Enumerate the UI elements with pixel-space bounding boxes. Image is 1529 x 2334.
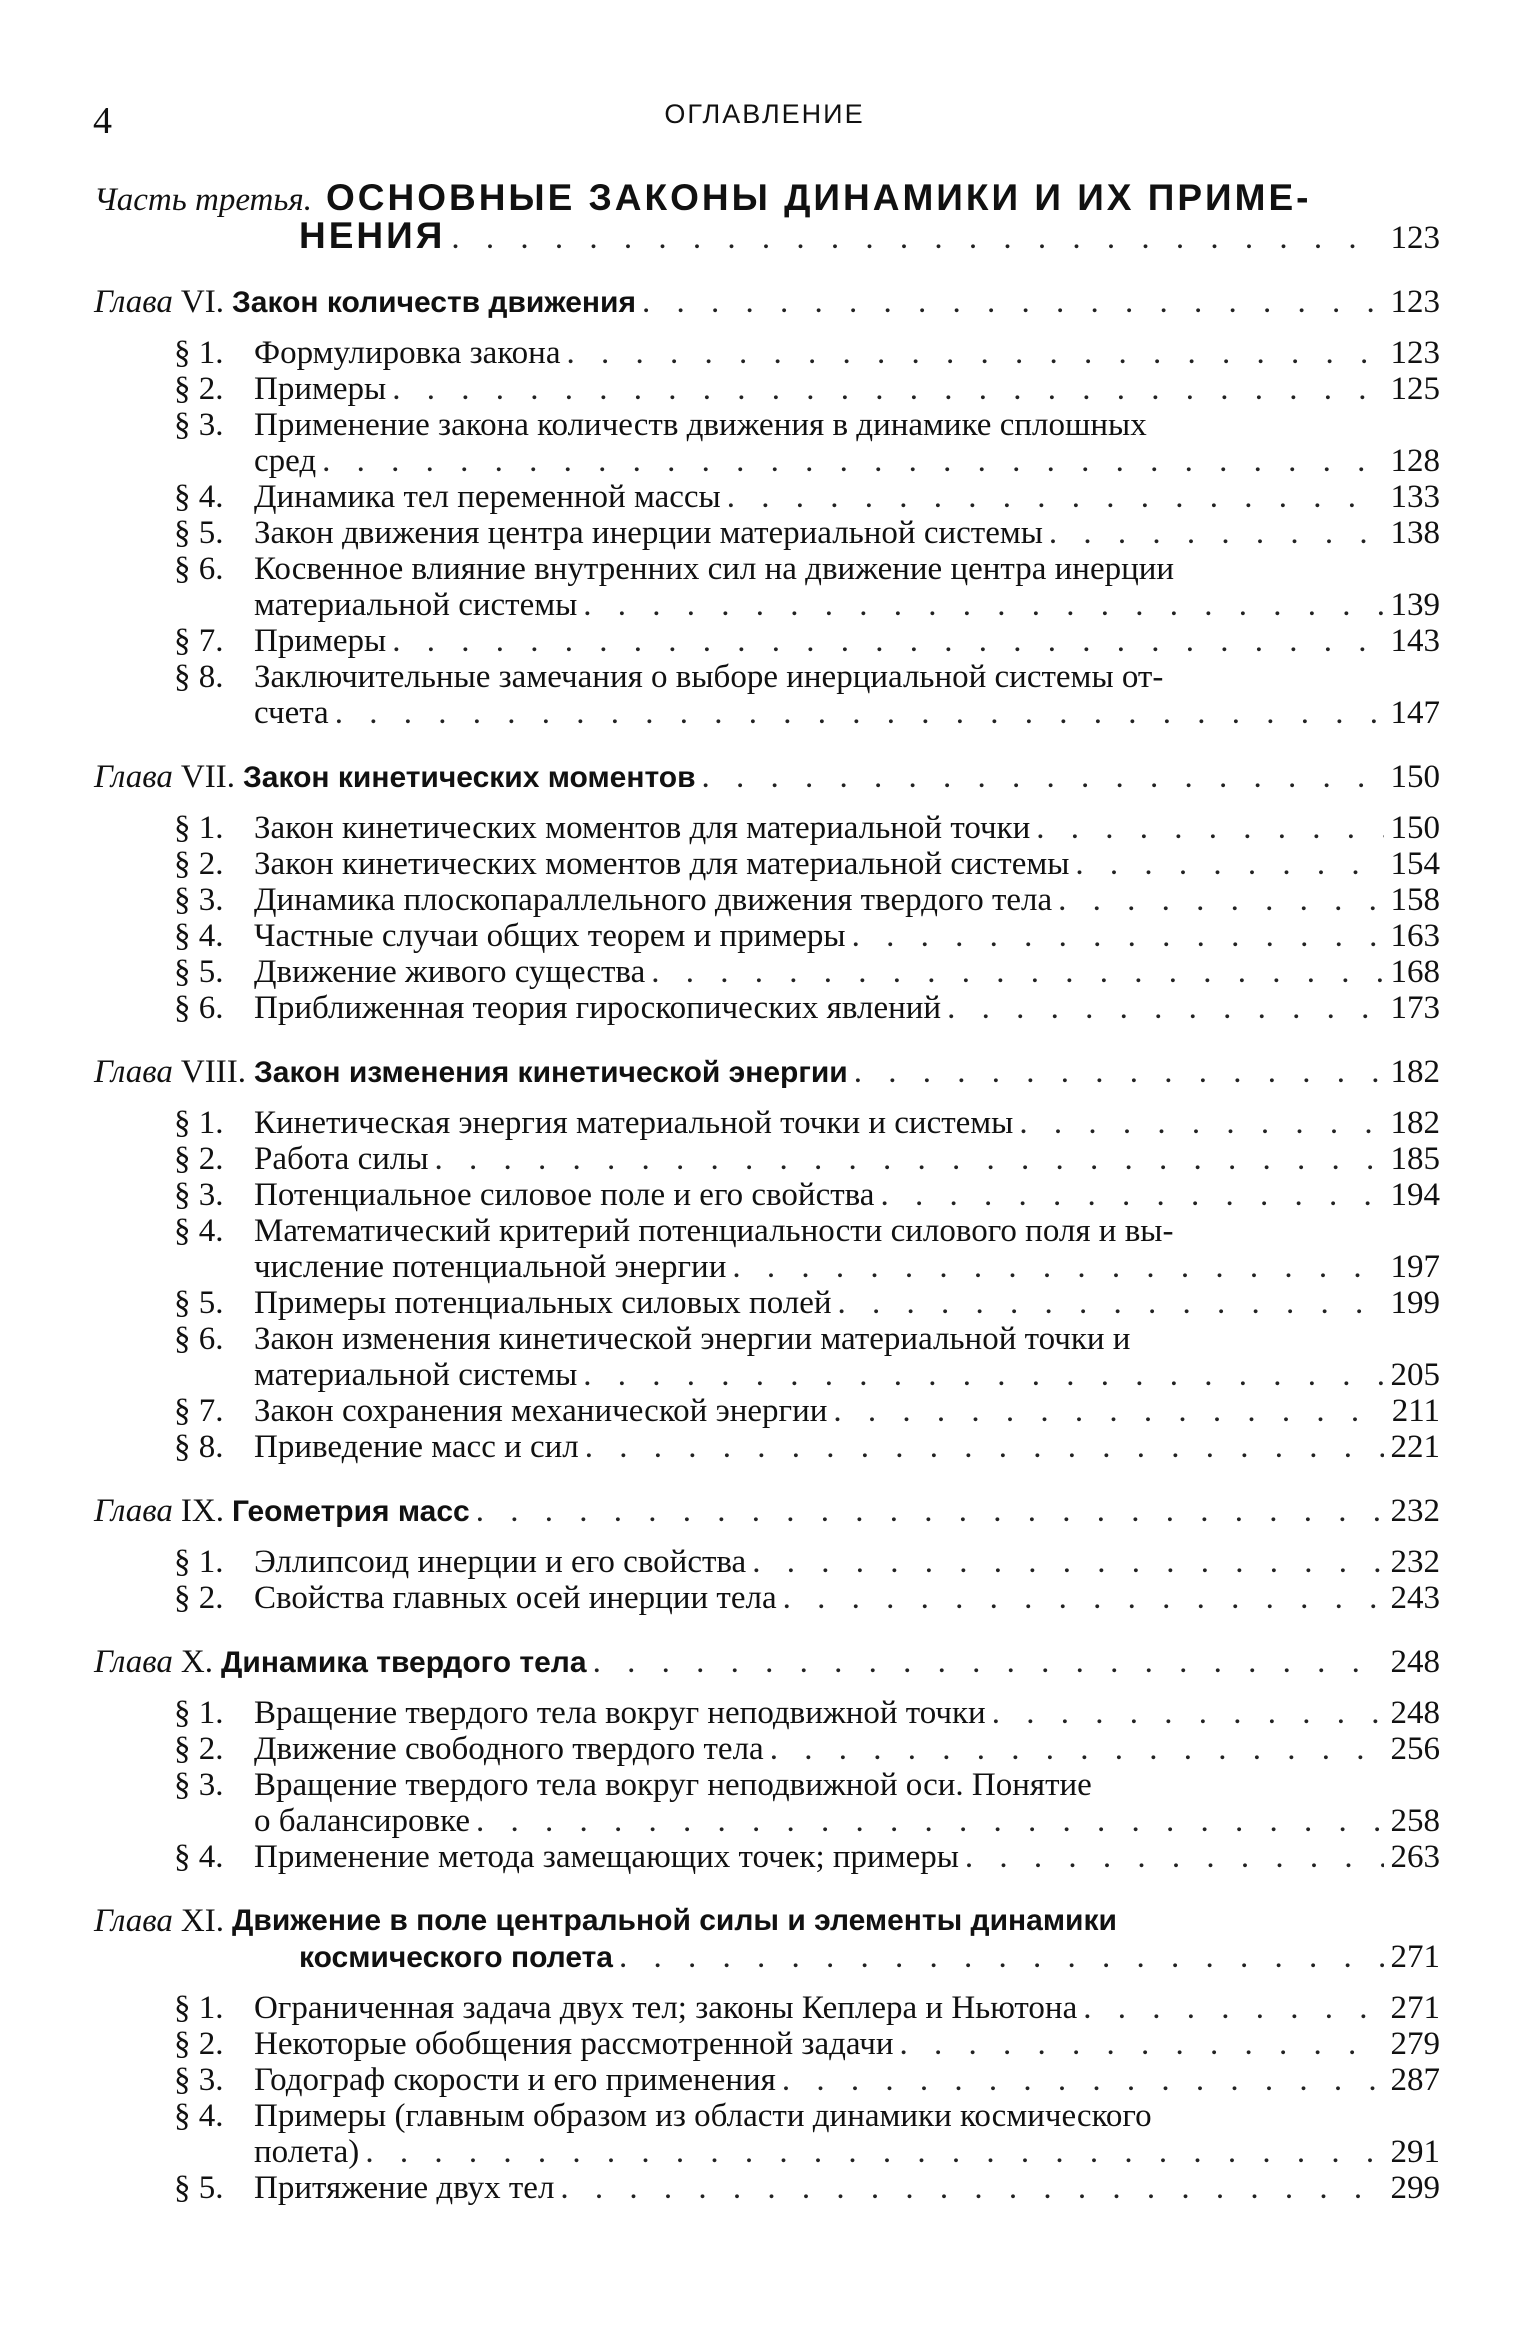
section-list: [94, 1990, 1440, 2206]
dot-leader: [583, 587, 1384, 623]
chapter-number: XI.: [180, 1903, 224, 1939]
section-page: 139: [1390, 587, 1440, 623]
section-page: 150: [1390, 810, 1440, 846]
section-title: Эллипсоид инерции и его свойства: [254, 1544, 747, 1580]
chapter: [94, 1493, 1440, 1616]
section-entry[interactable]: [94, 1731, 1440, 1767]
dot-leader: [365, 2134, 1384, 2170]
section-entry[interactable]: [94, 954, 1440, 990]
section-page: 291: [1390, 2134, 1440, 2170]
section-title: Годограф скорости и его применения: [254, 2062, 776, 2098]
section-entry[interactable]: [94, 1695, 1440, 1731]
section-entry[interactable]: [94, 1393, 1440, 1429]
section-list: [94, 1105, 1440, 1465]
dot-leader: [335, 695, 1384, 731]
section-list: [94, 810, 1440, 1026]
section-list: [94, 335, 1440, 731]
section-entry[interactable]: [94, 551, 1440, 623]
section-title: Работа силы: [254, 1141, 429, 1177]
dot-leader: [752, 1544, 1384, 1580]
part-prefix: Часть третья.: [94, 182, 312, 218]
section-number: § 4.: [174, 2098, 224, 2134]
chapter-title-continued-line: [94, 1939, 1440, 1976]
chapter: [94, 284, 1440, 731]
section-entry[interactable]: [94, 990, 1440, 1026]
section-number: § 2.: [174, 371, 224, 407]
section-number: § 6.: [174, 1321, 224, 1357]
section-entry[interactable]: [94, 623, 1440, 659]
chapter-label: Глава: [94, 1644, 173, 1680]
dot-leader: [992, 1695, 1384, 1731]
chapter: [94, 1903, 1440, 2206]
section-page: 232: [1390, 1544, 1440, 1580]
section-title: Примеры: [254, 371, 387, 407]
section-title: Примеры потенциальных силовых полей: [254, 1285, 832, 1321]
section-entry[interactable]: [94, 1177, 1440, 1213]
section-title: Приведение масс и сил: [254, 1429, 579, 1465]
section-number: § 7.: [174, 623, 224, 659]
section-page: 173: [1390, 990, 1440, 1026]
section-number: § 3.: [174, 1177, 224, 1213]
section-first-line: [174, 407, 1440, 443]
section-entry[interactable]: [94, 918, 1440, 954]
section-title: Притяжение двух тел: [254, 2170, 555, 2206]
dot-leader: [727, 479, 1384, 515]
section-page: 168: [1390, 954, 1440, 990]
dot-leader: [1019, 1105, 1384, 1141]
dot-leader: [782, 2062, 1384, 2098]
dot-leader: [838, 1285, 1384, 1321]
section-number: § 1.: [174, 1105, 224, 1141]
section-page: 199: [1390, 1285, 1440, 1321]
chapter: [94, 759, 1440, 1026]
section-title-continued: числение потенциальной энергии: [254, 1249, 727, 1285]
section-continued-line: [174, 1357, 1440, 1393]
section-entry[interactable]: [94, 882, 1440, 918]
section-number: § 1.: [174, 810, 224, 846]
section-first-line: [174, 659, 1440, 695]
section-entry[interactable]: [94, 810, 1440, 846]
dot-leader: [651, 954, 1384, 990]
section-entry[interactable]: [94, 2170, 1440, 2206]
section-continued-line: [174, 1803, 1440, 1839]
dot-leader: [642, 284, 1384, 320]
section-title: Движение свободного твердого тела: [254, 1731, 764, 1767]
section-entry[interactable]: [94, 1429, 1440, 1465]
section-page: 211: [1391, 1393, 1440, 1429]
dot-leader: [702, 759, 1384, 795]
section-number: § 3.: [174, 882, 224, 918]
section-page: 197: [1390, 1249, 1440, 1285]
section-number: § 4.: [174, 479, 224, 515]
section-page: 205: [1390, 1357, 1440, 1393]
section-number: § 1.: [174, 1990, 224, 2026]
chapter-heading[interactable]: [94, 759, 1440, 796]
section-number: § 5.: [174, 515, 224, 551]
section-title: Закон сохранения механической энергии: [254, 1393, 828, 1429]
section-page: 271: [1390, 1990, 1440, 2026]
section-title: Закон изменения кинетической энергии материальной точки и: [254, 1321, 1131, 1357]
section-number: § 6.: [174, 551, 224, 587]
dot-leader: [1058, 882, 1384, 918]
section-number: § 4.: [174, 918, 224, 954]
section-first-line: [174, 1321, 1440, 1357]
section-list: [94, 1544, 1440, 1616]
chapter-label: Глава: [94, 759, 173, 795]
section-entry[interactable]: [94, 2062, 1440, 2098]
chapter: [94, 1054, 1440, 1465]
section-page: 263: [1390, 1839, 1440, 1875]
section-number: § 3.: [174, 2062, 224, 2098]
section-entry[interactable]: [94, 371, 1440, 407]
section-entry[interactable]: [94, 479, 1440, 515]
dot-leader: [1075, 846, 1384, 882]
section-title: Косвенное влияние внутренних сил на движение центра инерции: [254, 551, 1175, 587]
section-page: 163: [1390, 918, 1440, 954]
chapter-page: 271: [1390, 1939, 1440, 1975]
section-page: 279: [1390, 2026, 1440, 2062]
section-continued-line: [174, 1249, 1440, 1285]
dot-leader: [783, 1580, 1384, 1616]
section-title: Динамика тел переменной массы: [254, 479, 721, 515]
section-entry[interactable]: [94, 1141, 1440, 1177]
chapter-page: 150: [1390, 759, 1440, 795]
section-page: 128: [1390, 443, 1440, 479]
section-title: Приближенная теория гироскопических явлений: [254, 990, 942, 1026]
section-page: 182: [1390, 1105, 1440, 1141]
dot-leader: [1036, 810, 1384, 846]
section-number: § 6.: [174, 990, 224, 1026]
chapter-page: 232: [1390, 1493, 1440, 1529]
section-page: 256: [1390, 1731, 1440, 1767]
section-continued-line: [174, 443, 1440, 479]
dot-leader: [392, 371, 1384, 407]
section-page: 123: [1390, 335, 1440, 371]
section-number: § 3.: [174, 1767, 224, 1803]
section-number: § 7.: [174, 1393, 224, 1429]
section-entry[interactable]: [94, 846, 1440, 882]
running-head: ОГЛАВЛЕНИЕ: [664, 99, 865, 129]
dot-leader: [1083, 1990, 1384, 2026]
section-page: 299: [1390, 2170, 1440, 2206]
chapter-number: IX.: [180, 1493, 224, 1529]
section-entry[interactable]: [94, 407, 1440, 479]
section-page: 248: [1390, 1695, 1440, 1731]
chapter-number: VI.: [180, 284, 224, 320]
part-title-continued: НЕНИЯ: [299, 215, 446, 256]
chapter-title-continued: космического полета: [299, 1941, 613, 1974]
section-number: § 8.: [174, 659, 224, 695]
section-entry[interactable]: [94, 1213, 1440, 1285]
section-number: § 1.: [174, 1695, 224, 1731]
section-page: 194: [1390, 1177, 1440, 1213]
section-number: § 4.: [174, 1213, 224, 1249]
chapter-title: Закон изменения кинетической энергии: [253, 1056, 848, 1089]
dot-leader: [585, 1429, 1384, 1465]
section-list: [94, 1695, 1440, 1875]
section-title: Закон кинетических моментов для материальной системы: [254, 846, 1070, 882]
part-heading: [94, 177, 1440, 256]
section-page: 147: [1390, 695, 1440, 731]
dot-leader: [732, 1249, 1384, 1285]
section-entry[interactable]: [94, 2026, 1440, 2062]
chapter-heading[interactable]: [94, 1644, 1440, 1681]
chapter-page: 123: [1390, 284, 1440, 320]
dot-leader: [451, 220, 1384, 256]
dot-leader: [900, 2026, 1385, 2062]
chapter-label: Глава: [94, 284, 173, 320]
dot-leader: [567, 335, 1385, 371]
chapter-heading[interactable]: [94, 1054, 1440, 1091]
section-title: Применение метода замещающих точек; примеры: [254, 1839, 959, 1875]
chapter-label: Глава: [94, 1054, 173, 1090]
section-page: 143: [1390, 623, 1440, 659]
dot-leader: [947, 990, 1384, 1026]
section-title: Потенциальное силовое поле и его свойства: [254, 1177, 875, 1213]
part-title: ОСНОВНЫЕ ЗАКОНЫ ДИНАМИКИ И ИХ ПРИМЕ-: [325, 177, 1312, 218]
section-title: Закон кинетических моментов для материальной точки: [254, 810, 1031, 846]
section-page: 138: [1390, 515, 1440, 551]
section-page: 154: [1390, 846, 1440, 882]
dot-leader: [1049, 515, 1384, 551]
chapter-title: Геометрия масс: [232, 1495, 470, 1528]
section-entry[interactable]: [94, 1544, 1440, 1580]
dot-leader: [476, 1493, 1384, 1529]
section-title: Примеры (главным образом из области динамики космического: [254, 2098, 1152, 2134]
section-continued-line: [174, 587, 1440, 623]
section-number: § 4.: [174, 1839, 224, 1875]
section-number: § 1.: [174, 335, 224, 371]
section-first-line: [174, 1213, 1440, 1249]
section-title: Движение живого существа: [254, 954, 646, 990]
section-entry[interactable]: [94, 2098, 1440, 2170]
section-page: 258: [1390, 1803, 1440, 1839]
section-title: Применение закона количеств движения в динамике сплошных: [254, 407, 1147, 443]
section-number: § 2.: [174, 1731, 224, 1767]
section-entry[interactable]: [94, 1990, 1440, 2026]
section-entry[interactable]: [94, 1839, 1440, 1875]
chapter: [94, 1644, 1440, 1875]
section-first-line: [174, 551, 1440, 587]
chapter-heading[interactable]: [94, 1493, 1440, 1530]
section-title: Ограниченная задача двух тел; законы Кеплера и Ньютона: [254, 1990, 1078, 2026]
section-title: Свойства главных осей инерции тела: [254, 1580, 777, 1616]
chapter-number: VIII.: [180, 1054, 246, 1090]
dot-leader: [619, 1939, 1384, 1975]
section-page: 243: [1390, 1580, 1440, 1616]
section-number: § 2.: [174, 846, 224, 882]
dot-leader: [583, 1357, 1384, 1393]
dot-leader: [833, 1393, 1384, 1429]
chapter-number: X.: [180, 1644, 214, 1680]
section-title: Примеры: [254, 623, 387, 659]
dot-leader: [880, 1177, 1384, 1213]
section-title-continued: счета: [254, 695, 329, 731]
section-page: 221: [1390, 1429, 1440, 1465]
section-title-continued: сред: [254, 443, 317, 479]
section-number: § 2.: [174, 2026, 224, 2062]
dot-leader: [560, 2170, 1384, 2206]
chapter-title: Закон кинетических моментов: [242, 761, 696, 794]
section-title: Частные случаи общих теорем и примеры: [254, 918, 846, 954]
section-title: Кинетическая энергия материальной точки и системы: [254, 1105, 1014, 1141]
section-number: § 5.: [174, 954, 224, 990]
section-entry[interactable]: [94, 335, 1440, 371]
section-number: § 5.: [174, 1285, 224, 1321]
section-continued-line: [174, 695, 1440, 731]
chapter-number: VII.: [180, 759, 235, 795]
section-title: Формулировка закона: [254, 335, 561, 371]
section-title: Некоторые обобщения рассмотренной задачи: [254, 2026, 894, 2062]
chapter-page: 182: [1390, 1054, 1440, 1090]
chapter-page: 248: [1390, 1644, 1440, 1680]
chapter-list: [94, 284, 1440, 2206]
dot-leader: [435, 1141, 1384, 1177]
section-page: 125: [1390, 371, 1440, 407]
chapter-label: Глава: [94, 1493, 173, 1529]
part-page: 123: [1390, 220, 1440, 256]
chapter-title: Закон количеств движения: [232, 286, 636, 319]
section-page: 287: [1390, 2062, 1440, 2098]
section-number: § 5.: [174, 2170, 224, 2206]
section-continued-line: [174, 2134, 1440, 2170]
section-entry[interactable]: [94, 1767, 1440, 1839]
dot-leader: [965, 1839, 1384, 1875]
section-first-line: [174, 1767, 1440, 1803]
section-number: § 8.: [174, 1429, 224, 1465]
section-title-continued: материальной системы: [254, 587, 578, 623]
dot-leader: [392, 623, 1384, 659]
dot-leader: [854, 1054, 1384, 1090]
section-entry[interactable]: [94, 1105, 1440, 1141]
section-number: § 2.: [174, 1141, 224, 1177]
chapter-heading[interactable]: [94, 1903, 1440, 1976]
section-title-continued: материальной системы: [254, 1357, 578, 1393]
chapter-title: Движение в поле центральной силы и элементы динамики: [232, 1904, 1117, 1937]
dot-leader: [476, 1803, 1384, 1839]
section-page: 133: [1390, 479, 1440, 515]
section-entry[interactable]: [94, 1580, 1440, 1616]
section-title: Вращение твердого тела вокруг неподвижной оси. Понятие: [254, 1767, 1092, 1803]
table-of-contents: [94, 177, 1440, 2206]
section-number: § 1.: [174, 1544, 224, 1580]
section-title-continued: полета): [254, 2134, 360, 2170]
section-title: Вращение твердого тела вокруг неподвижной точки: [254, 1695, 986, 1731]
page-number: 4: [93, 100, 112, 142]
section-page: 185: [1390, 1141, 1440, 1177]
section-title: Закон движения центра инерции материальной системы: [254, 515, 1043, 551]
section-entry[interactable]: [94, 515, 1440, 551]
section-entry[interactable]: [94, 659, 1440, 731]
section-number: § 2.: [174, 1580, 224, 1616]
section-entry[interactable]: [94, 1321, 1440, 1393]
section-title: Математический критерий потенциальности силового поля и вы-: [254, 1213, 1174, 1249]
section-title: Динамика плоскопараллельного движения твердого тела: [254, 882, 1053, 918]
section-number: § 3.: [174, 407, 224, 443]
dot-leader: [593, 1644, 1384, 1680]
chapter-heading[interactable]: [94, 284, 1440, 321]
dot-leader: [852, 918, 1384, 954]
chapter-title: Динамика твердого тела: [221, 1646, 587, 1679]
chapter-label: Глава: [94, 1903, 173, 1939]
section-first-line: [174, 2098, 1440, 2134]
section-page: 158: [1390, 882, 1440, 918]
section-title-continued: о балансировке: [254, 1803, 470, 1839]
dot-leader: [770, 1731, 1384, 1767]
section-entry[interactable]: [94, 1285, 1440, 1321]
section-title: Заключительные замечания о выборе инерциальной системы от-: [254, 659, 1164, 695]
dot-leader: [322, 443, 1384, 479]
